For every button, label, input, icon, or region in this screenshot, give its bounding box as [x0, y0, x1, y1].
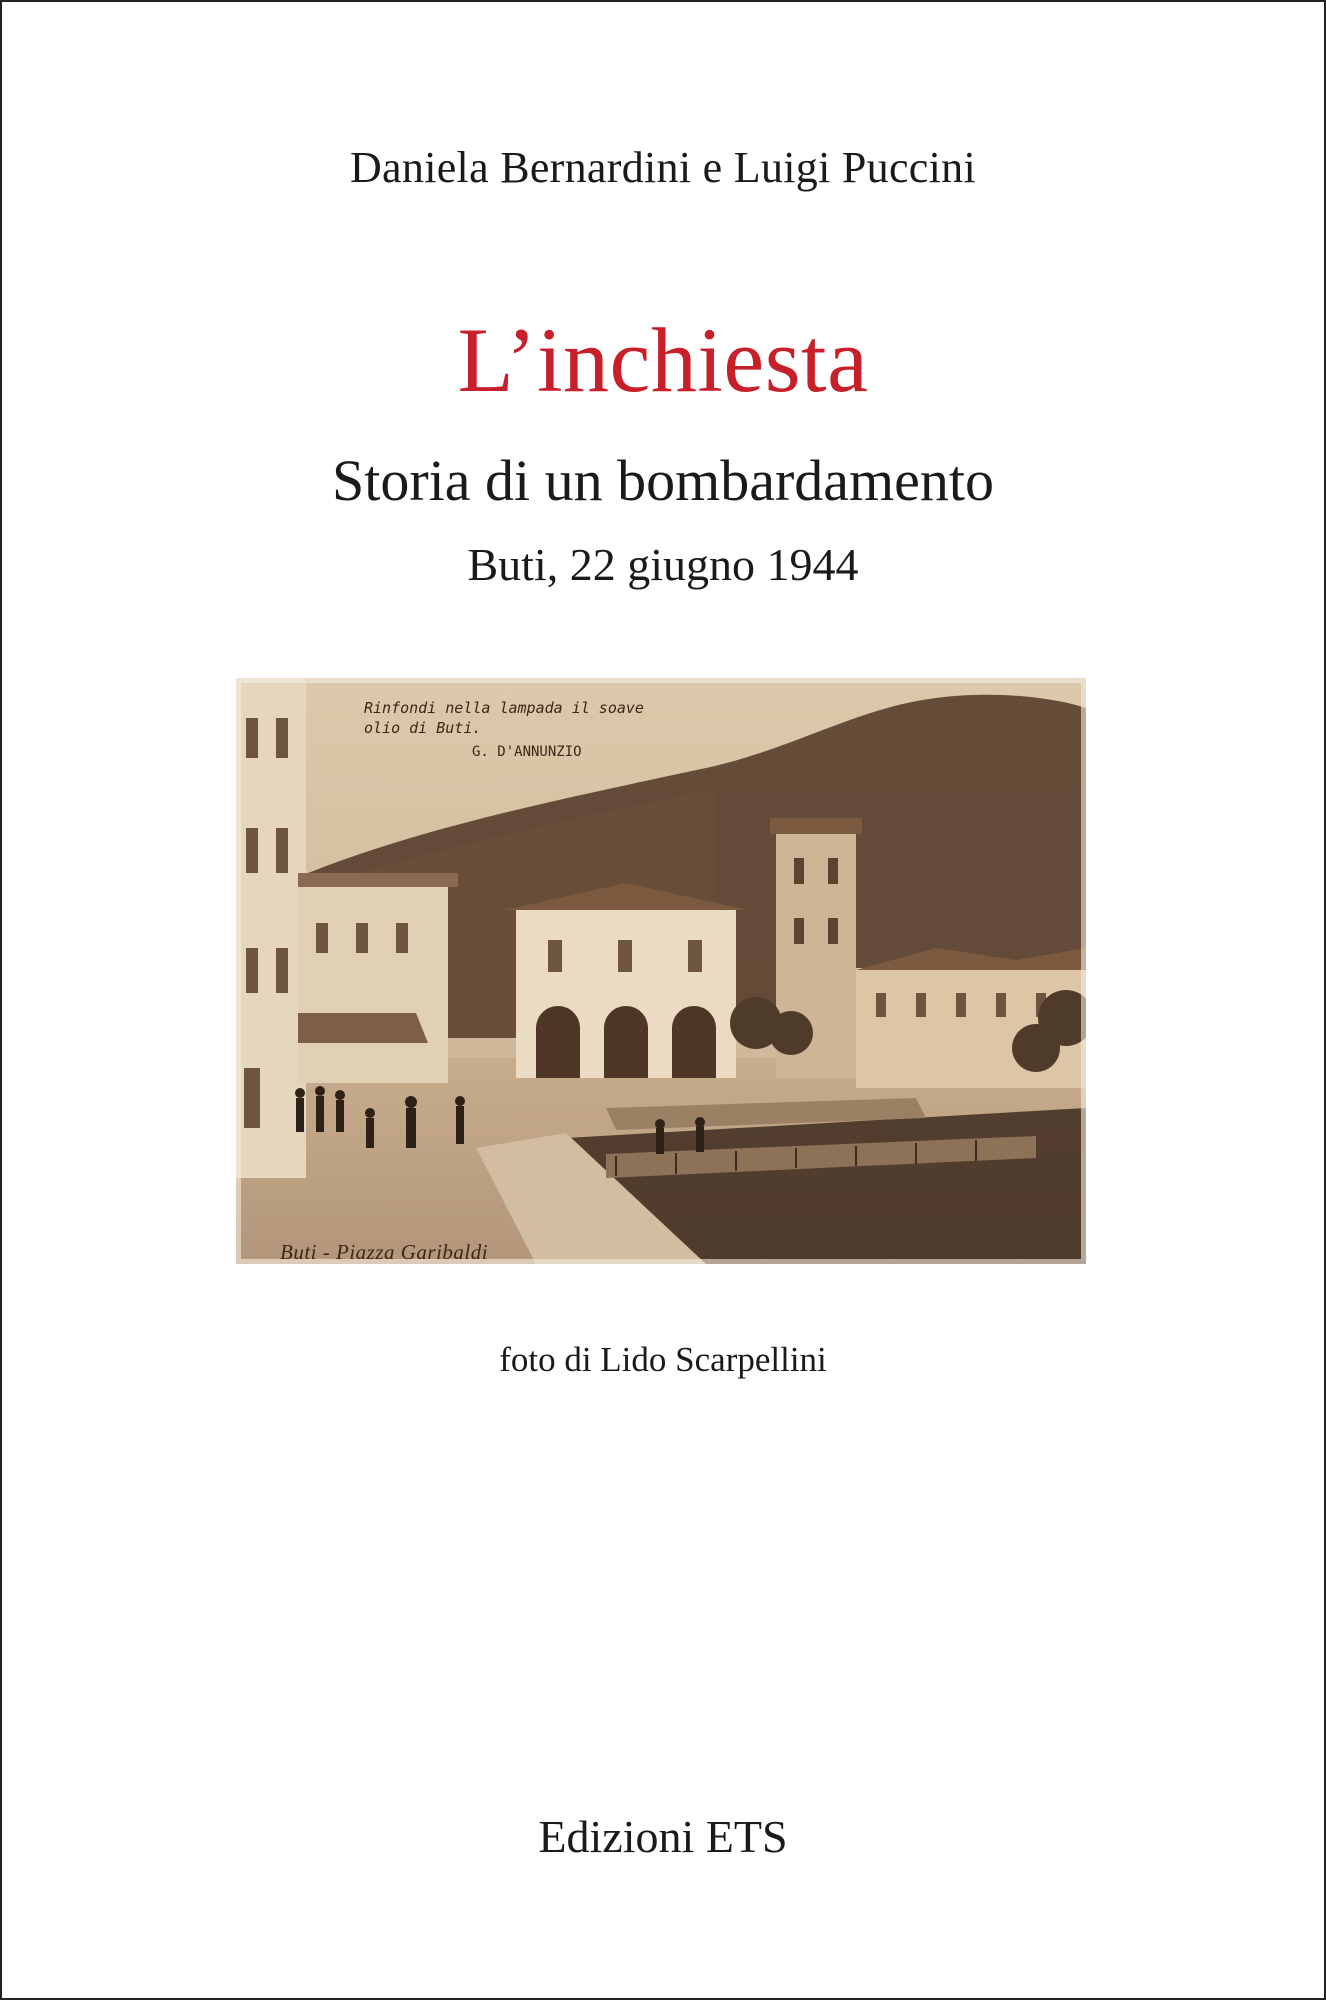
postcard-quote-line-2: olio di Buti.	[364, 719, 482, 737]
postcard-caption: Buti - Piazza Garibaldi	[280, 1240, 489, 1264]
postcard-illustration	[236, 678, 1086, 1264]
awning	[298, 1013, 428, 1043]
postcard-quote	[364, 698, 644, 738]
photo-credit: foto di Lido Scarpellini	[499, 1340, 827, 1379]
historic-postcard-photo	[236, 678, 1086, 1264]
postcard-quote-line-1: Rinfondi nella lampada il soave	[364, 699, 644, 717]
corner-building	[298, 883, 448, 1083]
book-subtitle: Storia di un bombardamento	[331, 448, 995, 513]
place-date: Buti, 22 giugno 1944	[467, 539, 859, 590]
book-title: L’inchiesta	[457, 309, 869, 411]
postcard-attribution: G. D'ANNUNZIO	[472, 744, 582, 760]
authors: Daniela Bernardini e Luigi Puccini	[349, 143, 976, 192]
publisher: Edizioni ETS	[538, 1811, 788, 1862]
